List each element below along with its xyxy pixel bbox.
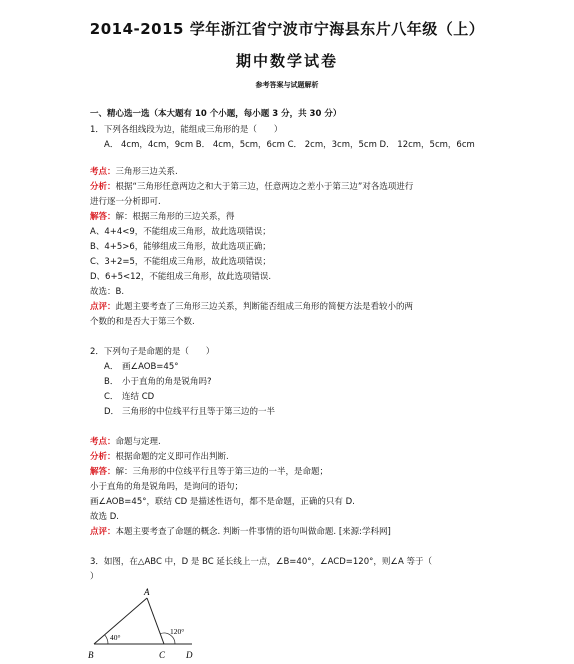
answer-label: 解答：	[90, 212, 116, 222]
q2-option-text: 小于直角的角是锐角吗?	[122, 377, 212, 387]
q1-answer-intro: 解：根据三角形的三边关系，得	[115, 212, 235, 222]
q1-step: B、4+5>6，能够组成三角形，故此选项正确；	[90, 242, 271, 252]
analysis-label: 分析：	[90, 182, 116, 192]
angle-b-label: 40°	[110, 633, 121, 642]
q1-analysis-text: 根据“三角形任意两边之和大于第三边，任意两边之差小于第三边”对各选项进行	[115, 182, 414, 192]
q2-option-letter: C．	[104, 392, 119, 402]
q2-option-text: 三角形的中位线平行且等于第三边的一半	[122, 407, 276, 417]
q2-choice: 故选 D.	[90, 512, 119, 522]
q2-option-letter: B．	[104, 377, 119, 387]
q2-answer-intro: 解：三角形的中位线平行且等于第三边的一半，是命题；	[115, 467, 329, 477]
section-heading: 一、精心选一选（本大题有 10 个小题，每小题 3 分，共 30 分）	[90, 109, 342, 119]
q3-stem	[90, 556, 432, 568]
vertex-a-label: A	[144, 587, 150, 597]
q1-step: D、6+5<12，不能组成三角形，故此选项错误.	[90, 272, 272, 282]
answer-label: 解答：	[90, 467, 116, 477]
q1-comment-cont: 个数的和是否大于第三个数.	[90, 317, 195, 327]
angle-b-arc	[105, 635, 108, 644]
q2-answer-row	[90, 466, 328, 478]
document-title: 2014-2015 学年浙江省宁波市宁海县东片八年级（上）	[89, 20, 485, 38]
q2-option-text: 连结 CD	[122, 392, 155, 402]
q1-answer-row	[90, 211, 235, 223]
point-label: 考点：	[90, 167, 116, 177]
q1-step: C、3+2=5，不能组成三角形，故此选项错误；	[90, 257, 271, 267]
side-ac	[147, 598, 164, 644]
document-subtitle: 参考答案与试题解析	[255, 81, 319, 89]
q2-stem: 2．下列句子是命题的是（ ）	[90, 347, 215, 357]
q1-options: A． 4cm，4cm，9cm B． 4cm，5cm，6cm C． 2cm，3cm，5cm D． 12cm，5cm，6cm	[104, 140, 475, 150]
q2-point-row	[90, 436, 161, 448]
analysis-label: 分析：	[90, 452, 116, 462]
comment-label: 点评：	[90, 302, 116, 312]
q1-comment-text: 此题主要考查了三角形三边关系，判断能否组成三角形的简便方法是看较小的两	[115, 302, 414, 312]
triangle-diagram	[84, 586, 214, 664]
q1-analysis-row	[90, 181, 413, 193]
vertex-b-label: B	[88, 650, 94, 660]
q1-choice: 故选：B.	[90, 287, 125, 297]
q2-analysis-row	[90, 451, 229, 463]
q2-answer-line: 画∠AOB=45°，联结 CD 是描述性语句，都不是命题，正确的只有 D.	[90, 497, 355, 507]
document-title-line2: 期中数学试卷	[235, 52, 338, 70]
q2-comment-row	[90, 526, 391, 538]
point-label: 考点：	[90, 437, 116, 447]
q3-stem-close: ）	[90, 572, 99, 582]
q2-comment-text: 本题主要考查了命题的概念. 判断一件事情的语句叫做命题. [来源:学科网]	[115, 527, 391, 537]
side-ab	[94, 598, 147, 644]
q1-comment-row	[90, 301, 413, 313]
q2-answer-line: 小于直角的角是锐角吗，是询问的语句；	[90, 482, 244, 492]
q3-stem-text: 3．如图，在△ABC 中，D 是 BC 延长线上一点，∠B=40°，∠ACD=120°，则∠A 等于（	[90, 557, 432, 567]
vertex-d-label: D	[186, 650, 193, 660]
q1-point-text: 三角形三边关系.	[115, 167, 178, 177]
q2-option-text: 画∠AOB=45°	[122, 362, 179, 372]
angle-acd-label: 120°	[170, 627, 185, 636]
q2-option-letter: D．	[104, 407, 120, 417]
q2-analysis-text: 根据命题的定义即可作出判断.	[115, 452, 229, 462]
q1-point-row	[90, 166, 178, 178]
q2-option-letter: A．	[104, 362, 119, 372]
q2-point-text: 命题与定理.	[115, 437, 161, 447]
vertex-c-label: C	[159, 650, 166, 660]
comment-label: 点评：	[90, 527, 116, 537]
q1-analysis-cont: 进行逐一分析即可.	[90, 197, 161, 207]
q1-step: A、4+4<9，不能组成三角形，故此选项错误；	[90, 227, 271, 237]
q1-stem: 1．下列各组线段为边，能组成三角形的是（ ）	[90, 125, 283, 135]
